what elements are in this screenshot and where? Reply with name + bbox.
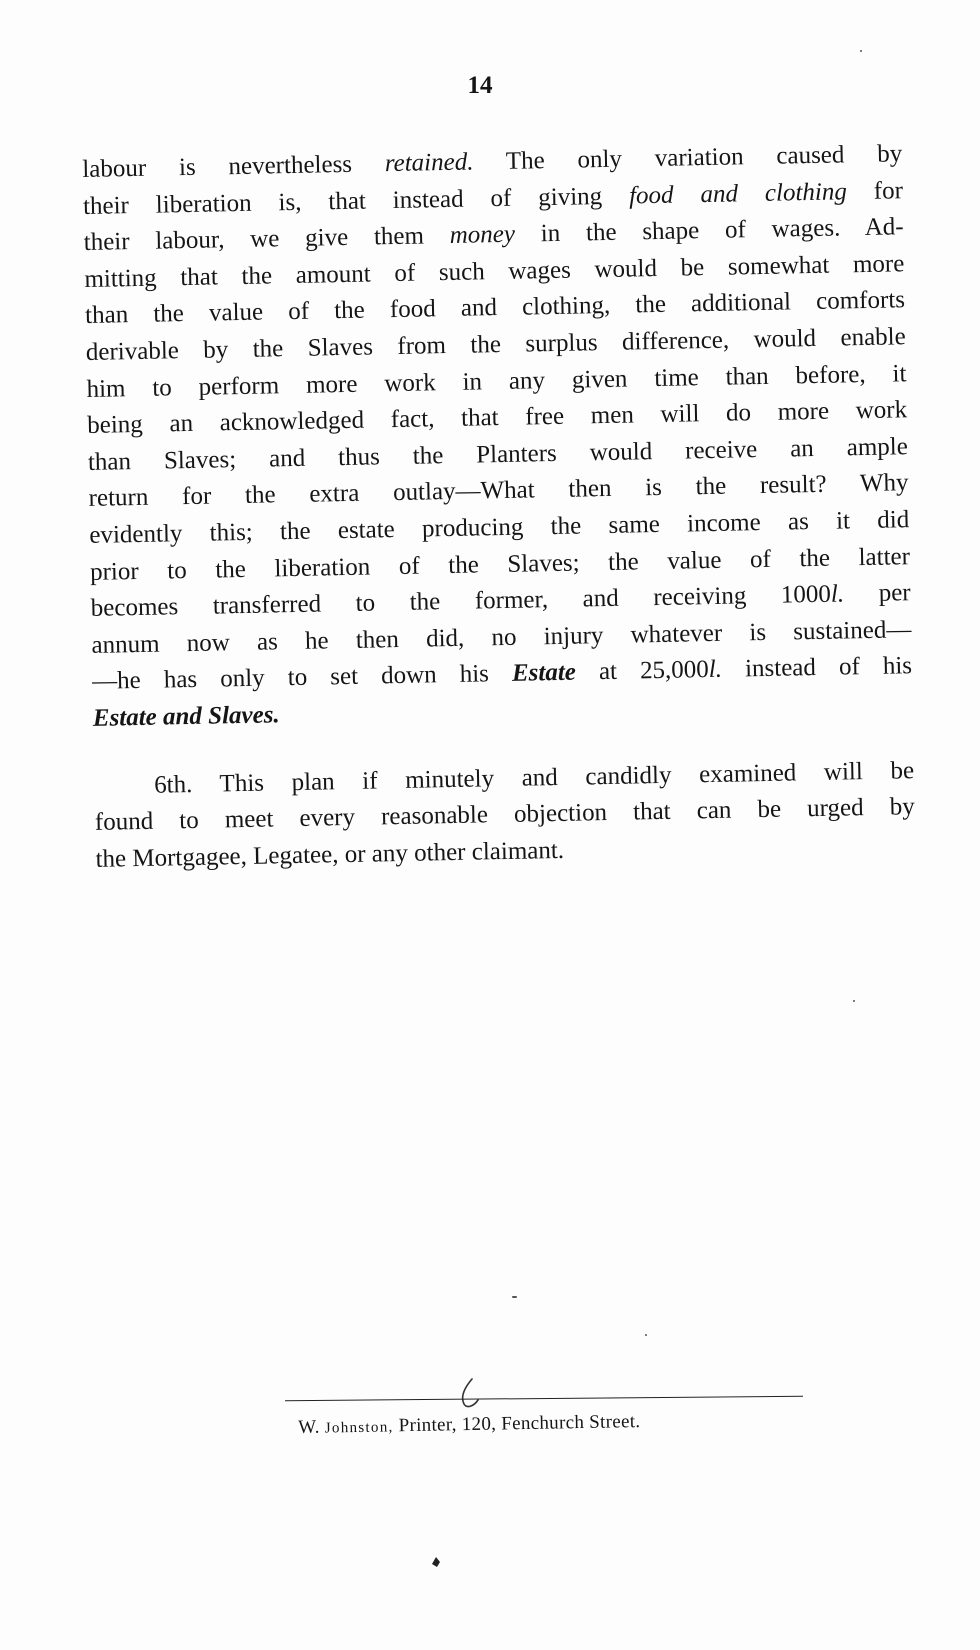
text-line: the Mortgagee, Legatee, or any other claimant. — [95, 836, 565, 873]
printer-imprint — [298, 1411, 641, 1439]
text-run: in the shape of wages. Ad- — [514, 213, 904, 248]
italic-text: l. — [830, 580, 845, 608]
text-line: than the value of the food and clothing, the additional comforts — [84, 286, 906, 330]
text-run: —he has only to set down his — [91, 660, 513, 696]
italic-text: money — [449, 220, 516, 250]
text-run: their labour, we give them — [83, 222, 450, 257]
italic-text: food and clothing — [628, 177, 848, 210]
text-line: return for the extra outlay—What then is the result? Why — [88, 469, 909, 513]
footer-rule — [285, 1396, 803, 1402]
text-line: prior to the liberation of the Slaves; the value of the latter — [89, 542, 911, 586]
paper-speck — [860, 50, 862, 52]
ink-blot-icon — [430, 1556, 442, 1568]
text-line: evidently this; the estate producing the same income as it did — [89, 506, 910, 549]
paper-speck — [645, 1334, 647, 1336]
text-run: The only variation caused by — [473, 140, 903, 176]
text-run: their liberation is, that instead of giving — [82, 182, 630, 220]
italic-text: l. — [708, 656, 723, 684]
text-line: found to meet every reasonable objection that can be urged by — [94, 793, 915, 836]
pen-mark-icon — [458, 1376, 482, 1410]
bold-italic-text: Estate and Slaves. — [92, 701, 280, 732]
imprint-initial: W. — [298, 1416, 320, 1438]
text-run: at 25,000 — [575, 656, 710, 686]
text-line: mitting that the amount of such wages would be somewhat more — [84, 250, 905, 293]
text-run: per — [843, 579, 911, 608]
text-run: becomes transferred to the former, and receiving 1000 — [90, 580, 832, 623]
text-run: for — [846, 176, 904, 205]
paper-speck — [512, 1296, 517, 1298]
text-line: annum now as he then did, no injury whatever is sustained— — [91, 615, 912, 659]
italic-text: retained. — [384, 148, 474, 178]
text-run: instead of his — [721, 652, 913, 684]
imprint-name: Johnston, — [324, 1419, 394, 1437]
bold-italic-text: Estate — [511, 658, 577, 688]
page-number: 14 — [467, 72, 493, 99]
text-line: him to perform more work in any given time than before, it — [86, 359, 907, 403]
imprint-address: Printer, 120, Fenchurch Street. — [398, 1411, 641, 1437]
text-line: being an acknowledged fact, that free men will do more work — [86, 396, 908, 440]
text-line: 6th. This plan if minutely and candidly examined will be — [153, 756, 915, 799]
text-run: labour is nevertheless — [82, 150, 386, 183]
paper-speck — [853, 1000, 855, 1002]
text-line: derivable by the Slaves from the surplus difference, would enable — [85, 323, 906, 366]
body-text — [82, 136, 916, 878]
text-line: than Slaves; and thus the Planters would receive an ample — [87, 432, 909, 476]
